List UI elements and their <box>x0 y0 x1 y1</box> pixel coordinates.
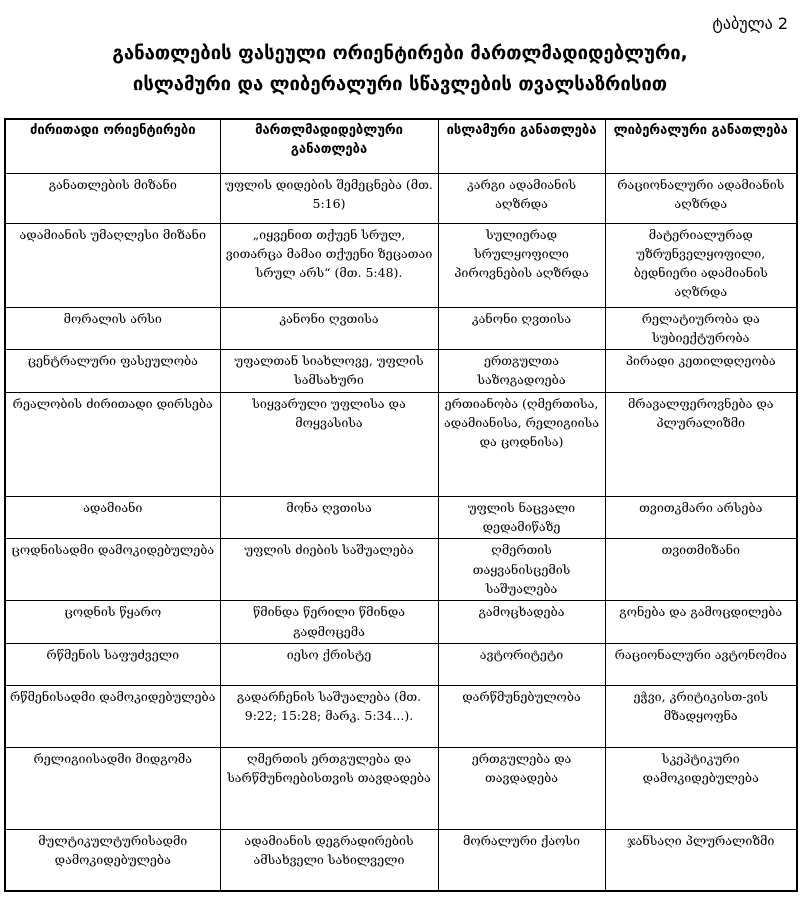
table-row <box>5 496 797 539</box>
row-header-cell: ცოდნის წყარო <box>5 601 220 644</box>
table-cell: წმინდა წერილი წმინდა გადმოცემა <box>220 601 438 644</box>
table-cell: რელატიურობა და სუბიექტურობა <box>605 307 797 350</box>
table-cell: უფლის ნაცვალი დედამიწაზე <box>438 496 605 539</box>
table-cell: ავტორიტეტი <box>438 643 605 685</box>
table-cell: რაციონალური ავტონომია <box>605 643 797 685</box>
table-cell: გამოცხადება <box>438 601 605 644</box>
table-cell: კანონი ღვთისა <box>220 307 438 350</box>
column-header: მართლმადიდებლური განათლება <box>220 119 438 173</box>
table-row <box>5 307 797 350</box>
table-cell: ერთიანობა (ღმერთისა, ადამიანისა, რელიგიისა და ცოდნისა) <box>438 392 605 496</box>
table-cell: ერთგულთა საზოგადოება <box>438 350 605 393</box>
table-cell: უფალთან სიახლოვე, უფლის სამსახური <box>220 350 438 393</box>
row-header-cell: ადამიანის უმაღლესი მიზანი <box>5 223 220 307</box>
table-row <box>5 747 797 829</box>
row-header-cell: რეალობის ძირითადი დირსება <box>5 392 220 496</box>
table-cell: მონა ღვთისა <box>220 496 438 539</box>
table-cell: მრავალფეროვნება და პლურალიზმი <box>605 392 797 496</box>
comparison-table <box>4 118 798 892</box>
table-cell: იესო ქრისტე <box>220 643 438 685</box>
row-header-cell: მულტიკულტურისადმი დამოკიდებულება <box>5 829 220 891</box>
table-row <box>5 643 797 685</box>
row-header-cell: მორალის არსი <box>5 307 220 350</box>
table-cell: ეჭვი, კრიტიკისთ-ვის მზადყოფნა <box>605 685 797 747</box>
column-header: ძირითადი ორიენტირები <box>5 119 220 173</box>
table-cell: ღმერთის თაყვანისცემის საშუალება <box>438 539 605 601</box>
table-cell: დარწმუნებულობა <box>438 685 605 747</box>
table-cell: კანონი ღვთისა <box>438 307 605 350</box>
table-cell: თვითმიზანი <box>605 539 797 601</box>
table-number: ტაბულა 2 <box>712 14 788 33</box>
table-cell: მორალური ქაოსი <box>438 829 605 891</box>
row-header-cell: რელიგიისადმი მიდგომა <box>5 747 220 829</box>
table-cell: ჯანსაღი პლურალიზმი <box>605 829 797 891</box>
table-cell: სკეპტიკური დამოკიდებულება <box>605 747 797 829</box>
row-header-cell: ცოდნისადმი დამოკიდებულება <box>5 539 220 601</box>
row-header-cell: ადამიანი <box>5 496 220 539</box>
table-row <box>5 539 797 601</box>
table-cell: სიყვარული უფლისა და მოყვასისა <box>220 392 438 496</box>
row-header-cell: რწმენისადმი დამოკიდებულება <box>5 685 220 747</box>
table-cell: რაციონალური ადამიანის აღზრდა <box>605 173 797 223</box>
column-header: ისლამური განათლება <box>438 119 605 173</box>
row-header-cell: რწმენის საფუძველი <box>5 643 220 685</box>
table-cell: უფლის ძიების საშუალება <box>220 539 438 601</box>
table-cell: თვითკმარი არსება <box>605 496 797 539</box>
table-cell: ადამიანის დეგრადირების ამსახველი სახილველი <box>220 829 438 891</box>
page-title <box>0 38 800 100</box>
table-cell: მატერიალურად უზრუნველყოფილი, ბედნიერი ადამიანის აღზრდა <box>605 223 797 307</box>
title-line-2: ისლამური და ლიბერალური სწავლების თვალსაზრისით <box>132 74 668 95</box>
table-cell: ღმერთის ერთგულება და სარწმუნოებისთვის თავდადება <box>220 747 438 829</box>
table-row <box>5 829 797 891</box>
table-row <box>5 173 797 223</box>
table-cell: გადარჩენის საშუალება (მთ. 9:22; 15:28; მარკ. 5:34...). <box>220 685 438 747</box>
table-cell: კარგი ადამიანის აღზრდა <box>438 173 605 223</box>
table-row <box>5 685 797 747</box>
table-row <box>5 601 797 644</box>
table-cell: ერთგულება და თავდადება <box>438 747 605 829</box>
table-cell: უფლის დიდების შემეცნება (მთ. 5:16) <box>220 173 438 223</box>
table-cell: „იყვენით თქუენ სრულ, ვითარცა მამაი თქუენი ზეცათაი სრულ არს“ (მთ. 5:48). <box>220 223 438 307</box>
row-header-cell: ცენტრალური ფასეულობა <box>5 350 220 393</box>
table-cell: გონება და გამოცდილება <box>605 601 797 644</box>
table-row <box>5 350 797 393</box>
table-row <box>5 223 797 307</box>
table-header-row <box>5 119 797 173</box>
title-line-1: განათლების ფასეული ორიენტირები მართლმადიდებლური, <box>112 43 688 64</box>
table-row <box>5 392 797 496</box>
column-header: ლიბერალური განათლება <box>605 119 797 173</box>
row-header-cell: განათლების მიზანი <box>5 173 220 223</box>
table-cell: სულიერად სრულყოფილი პიროვნების აღზრდა <box>438 223 605 307</box>
table-cell: პირადი კეთილდღეობა <box>605 350 797 393</box>
